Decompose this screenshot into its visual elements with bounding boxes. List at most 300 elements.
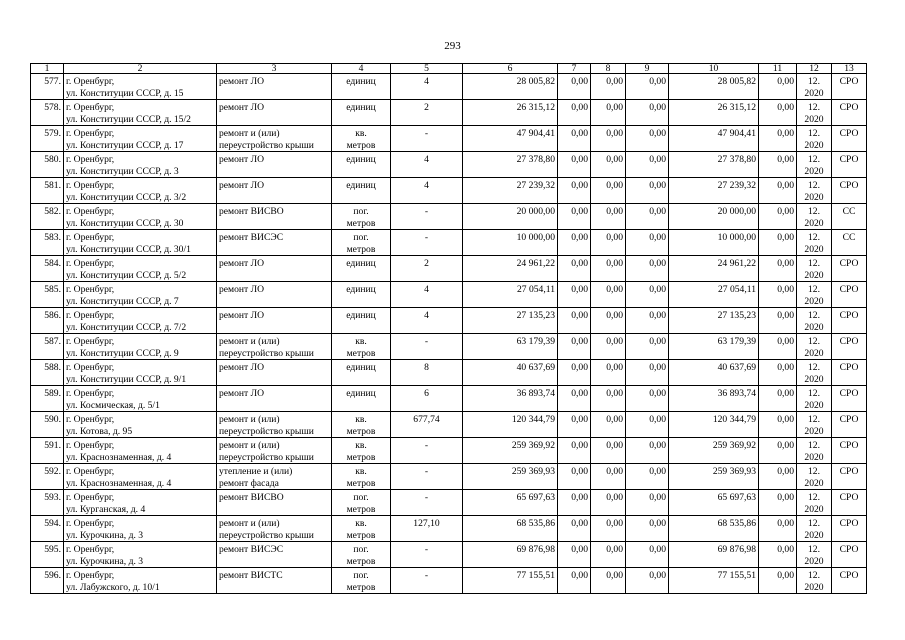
column-header-4: 4 xyxy=(332,64,391,74)
work-type-line-1: ремонт ЛО xyxy=(219,76,265,87)
col10-value-cell xyxy=(669,204,759,230)
completion-date-line-1: 12. xyxy=(808,570,820,581)
col9-value: 0,00 xyxy=(649,232,666,243)
total-cost-cell xyxy=(463,542,558,568)
quantity: - xyxy=(424,232,429,243)
quantity-cell xyxy=(391,438,463,464)
completion-date-line-2: 2020 xyxy=(804,555,824,567)
col9-value-cell xyxy=(626,438,669,464)
col7-value-cell xyxy=(558,308,591,334)
quantity: - xyxy=(424,336,429,347)
quantity-cell xyxy=(391,204,463,230)
table-row xyxy=(31,308,867,334)
col8-value: 0,00 xyxy=(606,362,623,373)
col7-value: 0,00 xyxy=(571,154,588,165)
total-cost: 20 000,00 xyxy=(516,206,555,217)
col7-value: 0,00 xyxy=(571,388,588,399)
col10-value: 27 135,23 xyxy=(717,310,756,321)
col11-value: 0,00 xyxy=(777,258,794,269)
total-cost-cell xyxy=(463,360,558,386)
row-number: 594. xyxy=(44,518,61,529)
col7-value: 0,00 xyxy=(571,206,588,217)
address-cell xyxy=(64,282,217,308)
unit-cell xyxy=(332,490,391,516)
col10-value-cell xyxy=(669,152,759,178)
col8-value-cell xyxy=(591,516,626,542)
funding-source-cell xyxy=(832,256,867,282)
col11-value: 0,00 xyxy=(777,310,794,321)
completion-date-line-2: 2020 xyxy=(804,243,824,255)
completion-date-line-1: 12. xyxy=(808,518,820,529)
row-number: 581. xyxy=(44,180,61,191)
total-cost-cell xyxy=(463,256,558,282)
quantity: 677,74 xyxy=(413,414,440,425)
work-type-cell xyxy=(217,282,332,308)
col9-value-cell xyxy=(626,542,669,568)
completion-date-cell xyxy=(797,412,832,438)
funding-source-cell xyxy=(832,516,867,542)
quantity-cell xyxy=(391,100,463,126)
completion-date-line-2: 2020 xyxy=(804,503,824,515)
quantity: 2 xyxy=(424,258,429,269)
col7-value-cell xyxy=(558,152,591,178)
col11-value: 0,00 xyxy=(777,518,794,529)
col9-value-cell xyxy=(626,178,669,204)
work-type-cell xyxy=(217,152,332,178)
completion-date-cell xyxy=(797,490,832,516)
col10-value-cell xyxy=(669,126,759,152)
row-number: 584. xyxy=(44,258,61,269)
address-line-1: г. Оренбург, xyxy=(66,492,115,503)
column-number-row xyxy=(31,64,867,74)
col9-value-cell xyxy=(626,204,669,230)
unit-line-1: единиц xyxy=(346,362,376,373)
row-number: 577. xyxy=(44,76,61,87)
column-header-1: 1 xyxy=(31,64,64,74)
completion-date-cell xyxy=(797,282,832,308)
unit-line-2: метров xyxy=(346,529,376,541)
completion-date-cell xyxy=(797,568,832,594)
row-number-cell xyxy=(31,152,64,178)
quantity-cell xyxy=(391,74,463,100)
table-row xyxy=(31,74,867,100)
col10-value: 10 000,00 xyxy=(717,232,756,243)
row-number: 587. xyxy=(44,336,61,347)
work-type-line-1: ремонт ЛО xyxy=(219,258,265,269)
table-row xyxy=(31,178,867,204)
address-line-2: ул. Конституции СССР, д. 7 xyxy=(66,295,179,307)
quantity: - xyxy=(424,206,429,217)
row-number-cell xyxy=(31,412,64,438)
address-line-1: г. Оренбург, xyxy=(66,232,115,243)
col11-value-cell xyxy=(759,256,797,282)
unit-cell xyxy=(332,204,391,230)
completion-date-cell xyxy=(797,438,832,464)
completion-date-line-1: 12. xyxy=(808,180,820,191)
completion-date-line-1: 12. xyxy=(808,544,820,555)
funding-source-cell xyxy=(832,308,867,334)
column-header-3: 3 xyxy=(217,64,332,74)
col9-value-cell xyxy=(626,126,669,152)
col11-value-cell xyxy=(759,74,797,100)
total-cost: 120 344,79 xyxy=(511,414,555,425)
unit-line-1: единиц xyxy=(346,388,376,399)
unit-line-1: кв. xyxy=(355,128,367,139)
total-cost-cell xyxy=(463,516,558,542)
total-cost: 63 179,39 xyxy=(516,336,555,347)
col11-value-cell xyxy=(759,204,797,230)
col8-value: 0,00 xyxy=(606,154,623,165)
unit-line-2: метров xyxy=(346,347,376,359)
row-number-cell xyxy=(31,282,64,308)
table-row xyxy=(31,438,867,464)
col10-value: 68 535,86 xyxy=(717,518,756,529)
col8-value-cell xyxy=(591,178,626,204)
row-number-cell xyxy=(31,204,64,230)
col7-value: 0,00 xyxy=(571,362,588,373)
col7-value-cell xyxy=(558,438,591,464)
completion-date-line-2: 2020 xyxy=(804,477,824,489)
quantity: 2 xyxy=(424,102,429,113)
address-cell xyxy=(64,568,217,594)
funding-source-cell xyxy=(832,568,867,594)
address-line-2: ул. Конституции СССР, д. 17 xyxy=(66,139,184,151)
row-number-cell xyxy=(31,490,64,516)
col10-value: 27 378,80 xyxy=(717,154,756,165)
table-row xyxy=(31,100,867,126)
unit-line-1: пог. xyxy=(353,232,369,243)
col10-value: 259 369,92 xyxy=(712,440,756,451)
col10-value: 36 893,74 xyxy=(717,388,756,399)
col8-value: 0,00 xyxy=(606,206,623,217)
col10-value-cell xyxy=(669,334,759,360)
funding-source: СРО xyxy=(839,518,859,529)
address-line-1: г. Оренбург, xyxy=(66,76,115,87)
col11-value-cell xyxy=(759,152,797,178)
address-line-2: ул. Курочкина, д. 3 xyxy=(66,555,144,567)
unit-cell xyxy=(332,152,391,178)
work-type-line-2: переустройство крыши xyxy=(219,529,314,541)
col8-value-cell xyxy=(591,568,626,594)
col7-value-cell xyxy=(558,334,591,360)
column-header-8: 8 xyxy=(591,64,626,74)
funding-source: СРО xyxy=(839,544,859,555)
capital-repair-table xyxy=(30,63,867,594)
col11-value-cell xyxy=(759,230,797,256)
col9-value: 0,00 xyxy=(649,492,666,503)
col9-value: 0,00 xyxy=(649,76,666,87)
work-type-line-1: ремонт и (или) xyxy=(219,518,280,529)
col11-value-cell xyxy=(759,178,797,204)
quantity: - xyxy=(424,440,429,451)
col8-value-cell xyxy=(591,152,626,178)
address-line-1: г. Оренбург, xyxy=(66,258,115,269)
row-number: 583. xyxy=(44,232,61,243)
row-number-cell xyxy=(31,386,64,412)
quantity-cell xyxy=(391,490,463,516)
col10-value-cell xyxy=(669,438,759,464)
col8-value: 0,00 xyxy=(606,440,623,451)
address-line-2: ул. Конституции СССР, д. 15 xyxy=(66,87,184,99)
completion-date-cell xyxy=(797,516,832,542)
table-row xyxy=(31,542,867,568)
unit-line-2: метров xyxy=(346,477,376,489)
col11-value: 0,00 xyxy=(777,76,794,87)
quantity: 4 xyxy=(424,180,429,191)
funding-source-cell xyxy=(832,282,867,308)
work-type-line-1: ремонт и (или) xyxy=(219,440,280,451)
unit-line-2: метров xyxy=(346,581,376,593)
total-cost: 77 155,51 xyxy=(516,570,555,581)
col7-value-cell xyxy=(558,490,591,516)
address-cell xyxy=(64,542,217,568)
col7-value: 0,00 xyxy=(571,440,588,451)
quantity-cell xyxy=(391,230,463,256)
col9-value-cell xyxy=(626,386,669,412)
col10-value: 40 637,69 xyxy=(717,362,756,373)
col8-value-cell xyxy=(591,256,626,282)
col7-value: 0,00 xyxy=(571,232,588,243)
completion-date-line-2: 2020 xyxy=(804,581,824,593)
completion-date-line-2: 2020 xyxy=(804,269,824,281)
unit-cell xyxy=(332,386,391,412)
address-line-1: г. Оренбург, xyxy=(66,362,115,373)
address-cell xyxy=(64,126,217,152)
funding-source-cell xyxy=(832,74,867,100)
table-row xyxy=(31,386,867,412)
col11-value-cell xyxy=(759,542,797,568)
col8-value-cell xyxy=(591,100,626,126)
col10-value: 69 876,98 xyxy=(717,544,756,555)
col7-value: 0,00 xyxy=(571,544,588,555)
funding-source: СРО xyxy=(839,570,859,581)
col8-value: 0,00 xyxy=(606,180,623,191)
funding-source-cell xyxy=(832,152,867,178)
col9-value: 0,00 xyxy=(649,414,666,425)
completion-date-line-1: 12. xyxy=(808,258,820,269)
address-line-1: г. Оренбург, xyxy=(66,102,115,113)
completion-date-line-2: 2020 xyxy=(804,399,824,411)
col11-value: 0,00 xyxy=(777,388,794,399)
col10-value-cell xyxy=(669,464,759,490)
col9-value-cell xyxy=(626,464,669,490)
address-line-1: г. Оренбург, xyxy=(66,128,115,139)
col11-value: 0,00 xyxy=(777,284,794,295)
quantity-cell xyxy=(391,126,463,152)
completion-date-line-2: 2020 xyxy=(804,113,824,125)
funding-source-cell xyxy=(832,126,867,152)
funding-source: СС xyxy=(842,206,856,217)
col8-value: 0,00 xyxy=(606,388,623,399)
col10-value: 28 005,82 xyxy=(717,76,756,87)
col11-value: 0,00 xyxy=(777,570,794,581)
work-type-cell xyxy=(217,568,332,594)
total-cost-cell xyxy=(463,464,558,490)
total-cost-cell xyxy=(463,568,558,594)
funding-source: СС xyxy=(842,232,856,243)
completion-date-cell xyxy=(797,542,832,568)
table-row xyxy=(31,568,867,594)
col10-value: 27 239,32 xyxy=(717,180,756,191)
work-type-line-1: ремонт ВИСВО xyxy=(219,492,284,503)
unit-cell xyxy=(332,516,391,542)
total-cost: 26 315,12 xyxy=(516,102,555,113)
address-line-1: г. Оренбург, xyxy=(66,180,115,191)
quantity: 4 xyxy=(424,284,429,295)
funding-source: СРО xyxy=(839,362,859,373)
work-type-cell xyxy=(217,386,332,412)
completion-date-line-2: 2020 xyxy=(804,165,824,177)
column-header-2: 2 xyxy=(64,64,217,74)
col7-value: 0,00 xyxy=(571,310,588,321)
funding-source: СРО xyxy=(839,310,859,321)
address-line-2: ул. Краснознаменная, д. 4 xyxy=(66,451,172,463)
completion-date-cell xyxy=(797,256,832,282)
total-cost-cell xyxy=(463,74,558,100)
quantity: - xyxy=(424,492,429,503)
address-cell xyxy=(64,360,217,386)
table-row xyxy=(31,360,867,386)
address-line-2: ул. Конституции СССР, д. 30 xyxy=(66,217,184,229)
total-cost: 68 535,86 xyxy=(516,518,555,529)
unit-cell xyxy=(332,308,391,334)
column-header-10: 10 xyxy=(669,64,759,74)
col7-value: 0,00 xyxy=(571,414,588,425)
funding-source: СРО xyxy=(839,336,859,347)
row-number-cell xyxy=(31,308,64,334)
col10-value: 63 179,39 xyxy=(717,336,756,347)
completion-date-line-2: 2020 xyxy=(804,373,824,385)
col8-value-cell xyxy=(591,360,626,386)
col9-value: 0,00 xyxy=(649,362,666,373)
col10-value: 24 961,22 xyxy=(717,258,756,269)
col8-value-cell xyxy=(591,282,626,308)
col8-value-cell xyxy=(591,464,626,490)
unit-cell xyxy=(332,100,391,126)
col10-value-cell xyxy=(669,542,759,568)
work-type-cell xyxy=(217,308,332,334)
work-type-line-1: ремонт ЛО xyxy=(219,180,265,191)
work-type-line-1: ремонт ЛО xyxy=(219,388,265,399)
address-cell xyxy=(64,490,217,516)
col11-value-cell xyxy=(759,282,797,308)
col8-value-cell xyxy=(591,230,626,256)
quantity-cell xyxy=(391,334,463,360)
completion-date-line-1: 12. xyxy=(808,362,820,373)
address-cell xyxy=(64,464,217,490)
row-number-cell xyxy=(31,360,64,386)
col9-value-cell xyxy=(626,100,669,126)
address-cell xyxy=(64,412,217,438)
col7-value: 0,00 xyxy=(571,570,588,581)
total-cost: 69 876,98 xyxy=(516,544,555,555)
unit-cell xyxy=(332,464,391,490)
col7-value: 0,00 xyxy=(571,76,588,87)
unit-line-1: кв. xyxy=(355,440,367,451)
unit-line-1: кв. xyxy=(355,336,367,347)
col9-value: 0,00 xyxy=(649,284,666,295)
quantity-cell xyxy=(391,308,463,334)
completion-date-cell xyxy=(797,100,832,126)
address-line-1: г. Оренбург, xyxy=(66,466,115,477)
col10-value-cell xyxy=(669,568,759,594)
total-cost: 28 005,82 xyxy=(516,76,555,87)
completion-date-cell xyxy=(797,308,832,334)
table-row xyxy=(31,282,867,308)
unit-line-1: единиц xyxy=(346,284,376,295)
work-type-cell xyxy=(217,516,332,542)
funding-source-cell xyxy=(832,360,867,386)
row-number-cell xyxy=(31,230,64,256)
col7-value-cell xyxy=(558,282,591,308)
funding-source: СРО xyxy=(839,154,859,165)
col9-value-cell xyxy=(626,308,669,334)
unit-cell xyxy=(332,542,391,568)
funding-source-cell xyxy=(832,204,867,230)
total-cost-cell xyxy=(463,204,558,230)
total-cost: 27 054,11 xyxy=(516,284,555,295)
col10-value: 27 054,11 xyxy=(717,284,756,295)
work-type-line-1: ремонт ЛО xyxy=(219,284,265,295)
address-line-2: ул. Конституции СССР, д. 9/1 xyxy=(66,373,187,385)
unit-line-1: пог. xyxy=(353,492,369,503)
address-cell xyxy=(64,178,217,204)
unit-line-2: метров xyxy=(346,217,376,229)
address-cell xyxy=(64,74,217,100)
address-cell xyxy=(64,230,217,256)
col9-value: 0,00 xyxy=(649,154,666,165)
col9-value: 0,00 xyxy=(649,102,666,113)
col8-value-cell xyxy=(591,204,626,230)
address-cell xyxy=(64,204,217,230)
completion-date-line-1: 12. xyxy=(808,76,820,87)
unit-line-1: пог. xyxy=(353,570,369,581)
col10-value-cell xyxy=(669,516,759,542)
col11-value-cell xyxy=(759,100,797,126)
funding-source-cell xyxy=(832,178,867,204)
row-number: 579. xyxy=(44,128,61,139)
completion-date-line-2: 2020 xyxy=(804,425,824,437)
col11-value-cell xyxy=(759,126,797,152)
completion-date-cell xyxy=(797,204,832,230)
col8-value: 0,00 xyxy=(606,336,623,347)
col8-value: 0,00 xyxy=(606,128,623,139)
col9-value-cell xyxy=(626,74,669,100)
completion-date-line-1: 12. xyxy=(808,310,820,321)
funding-source-cell xyxy=(832,464,867,490)
col11-value-cell xyxy=(759,516,797,542)
col9-value-cell xyxy=(626,516,669,542)
quantity: 4 xyxy=(424,310,429,321)
unit-line-1: пог. xyxy=(353,544,369,555)
col9-value-cell xyxy=(626,334,669,360)
work-type-cell xyxy=(217,230,332,256)
completion-date-line-2: 2020 xyxy=(804,321,824,333)
col10-value-cell xyxy=(669,100,759,126)
col9-value: 0,00 xyxy=(649,206,666,217)
col8-value: 0,00 xyxy=(606,492,623,503)
row-number: 578. xyxy=(44,102,61,113)
quantity-cell xyxy=(391,412,463,438)
work-type-cell xyxy=(217,464,332,490)
funding-source: СРО xyxy=(839,258,859,269)
total-cost-cell xyxy=(463,282,558,308)
completion-date-line-1: 12. xyxy=(808,232,820,243)
col11-value-cell xyxy=(759,386,797,412)
total-cost-cell xyxy=(463,490,558,516)
col7-value-cell xyxy=(558,178,591,204)
table-row xyxy=(31,256,867,282)
